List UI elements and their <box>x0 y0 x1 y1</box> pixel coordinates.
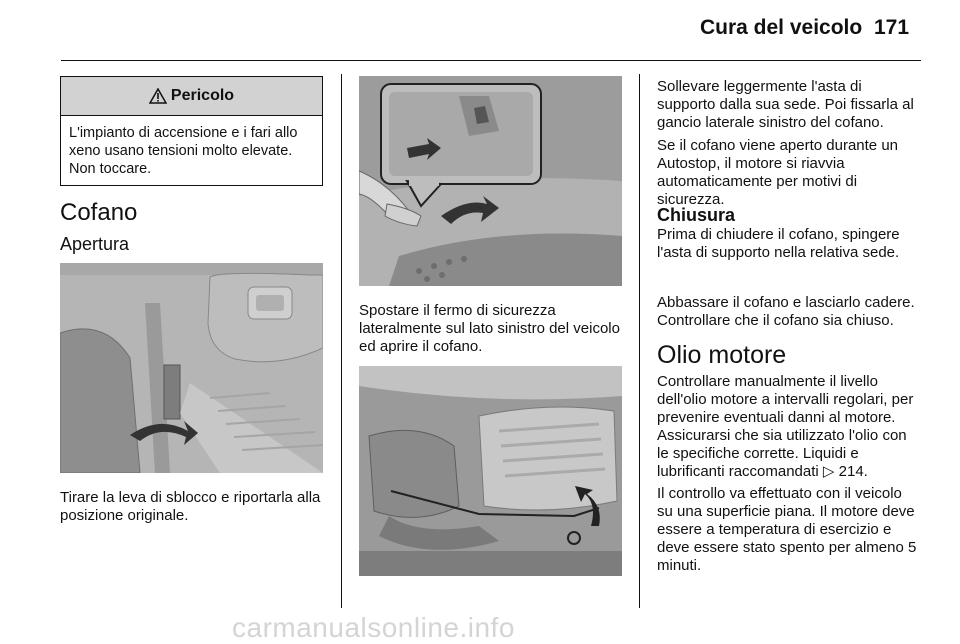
warning-title: Pericolo <box>170 87 235 104</box>
caption-release-lever: Tirare la leva di sblocco e riportarla alla posizione originale. <box>60 489 321 524</box>
paragraph-oil-conditions: Il controllo va effettuato con il veicolo su una superficie piana. Il motore deve essere a temperatura di esercizio e deve essere stato spento per almeno 5 minuti. <box>657 485 917 574</box>
heading-olio-motore: Olio motore <box>657 341 787 369</box>
paragraph-autostop: Se il cofano viene aperto durante un Autostop, il motore si riavvia automaticamente per motivi di sicurezza. <box>657 137 899 208</box>
paragraph-lower-hood: Abbassare il cofano e lasciarlo cadere. Controllare che il cofano sia chiuso. <box>657 294 915 329</box>
warning-triangle-icon <box>149 88 167 104</box>
header-divider <box>61 60 921 61</box>
watermark: carmanualsonline.info <box>232 612 515 643</box>
subheading-chiusura: Chiusura <box>657 205 736 225</box>
paragraph-support-rod: Sollevare leggermente l'asta di supporto dalla sua sede. Poi fissarla al gancio laterale sinistro del cofano. <box>657 78 914 131</box>
paragraph-oil-check <box>657 373 921 481</box>
column-divider-1 <box>341 74 342 608</box>
figure-safety-catch <box>359 76 622 286</box>
heading-cofano: Cofano <box>60 199 138 226</box>
paragraph-move-catch: Spostare il fermo di sicurezza lateralmente sul lato sinistro del veicolo ed aprire il cofano. <box>359 302 620 355</box>
warning-header <box>61 77 322 116</box>
warning-text: L'impianto di accensione e i fari allo xeno usano tensioni molto elevate. Non toccare. <box>69 125 298 177</box>
column-divider-2 <box>639 74 640 608</box>
subheading-apertura: Apertura <box>60 234 130 254</box>
page-reference[interactable]: 214. <box>838 463 868 480</box>
paragraph-close-rod: Prima di chiudere il cofano, spingere l'asta di supporto nella relativa sede. <box>657 226 900 261</box>
figure-engine-bay <box>359 366 622 576</box>
oil-check-text: Controllare manualmente il livello dell'olio motore a intervalli regolari, per prevenire eventuali danni al motore. Assicurarsi che sia utilizzato l'olio con le specifiche corrette. Liquidi e lubrificanti raccomandati <box>657 373 914 480</box>
page-reference-icon: ▷ <box>822 463 835 480</box>
section-title: Cura del veicolo <box>700 16 863 39</box>
warning-box <box>60 76 323 186</box>
figure-release-lever <box>60 263 323 473</box>
page-number: 171 <box>874 16 910 39</box>
